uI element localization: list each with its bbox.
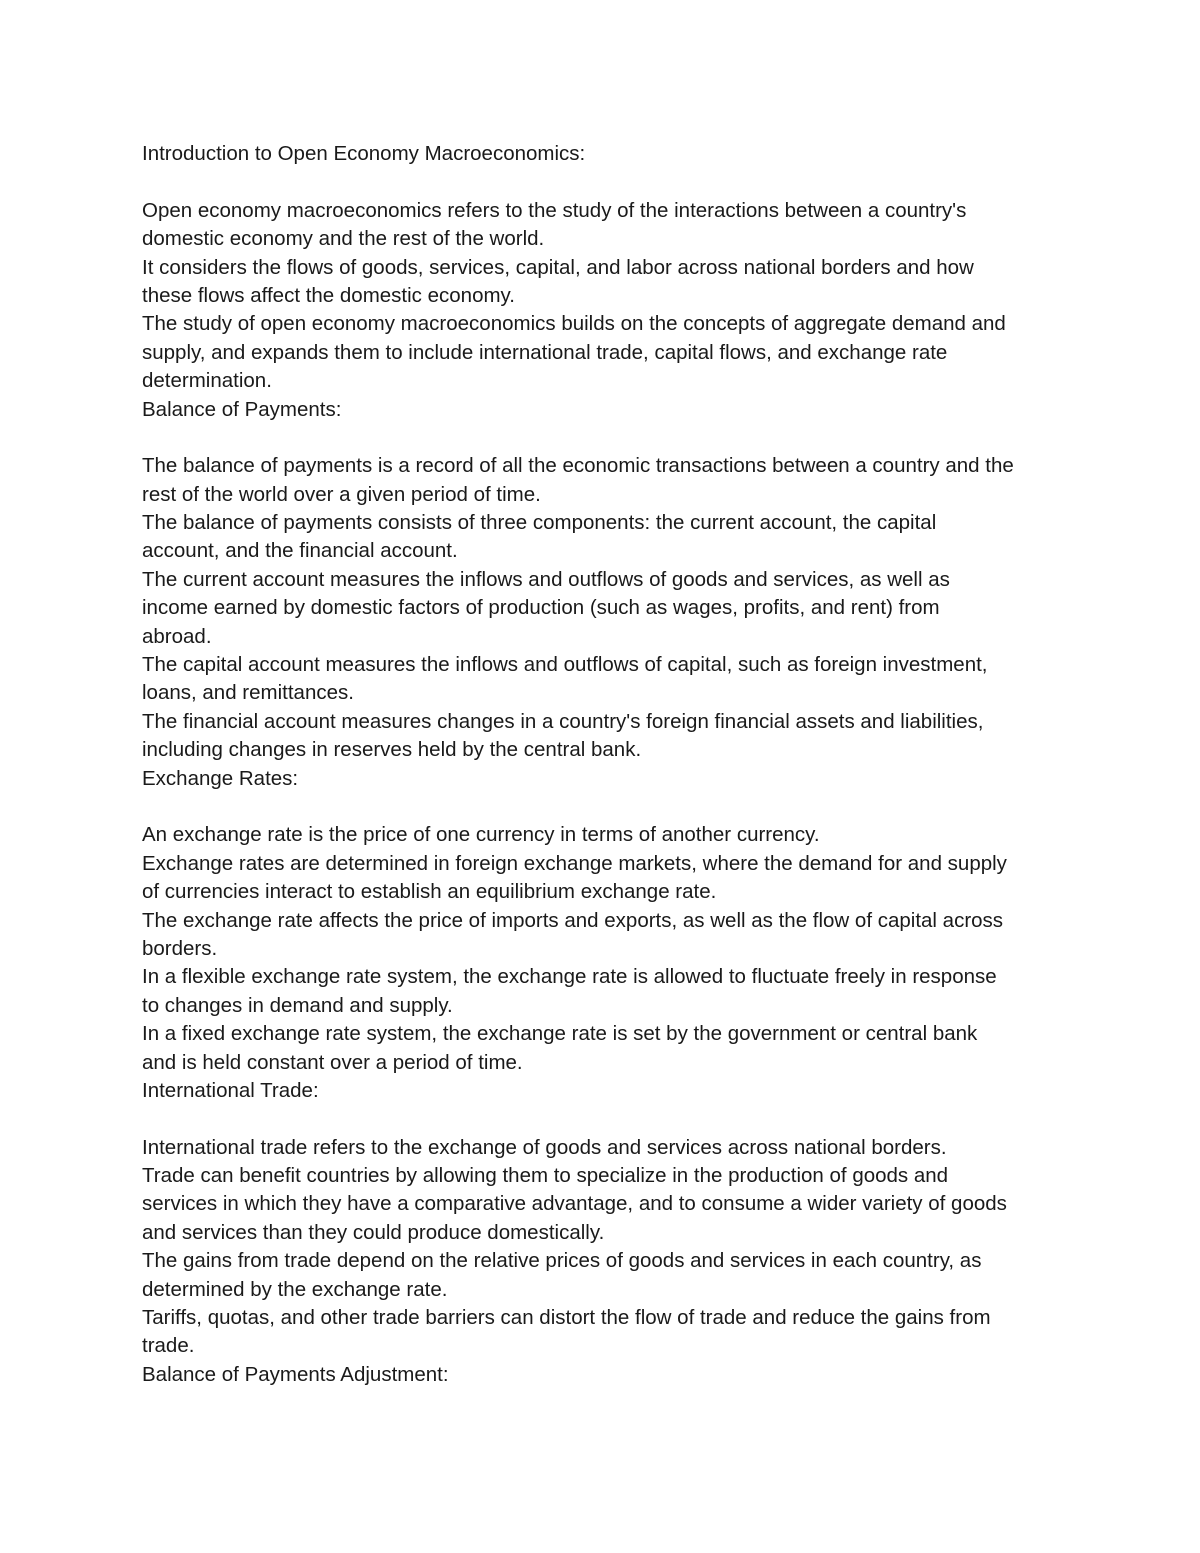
text-line: including changes in reserves held by the central bank. <box>142 738 642 762</box>
text-line: In a flexible exchange rate system, the exchange rate is allowed to fluctuate freely in response <box>142 965 997 989</box>
text-line: Exchange rates are determined in foreign exchange markets, where the demand for and supply <box>142 851 1007 875</box>
text-line: trade. <box>142 1334 195 1358</box>
heading-balance-of-payments: Balance of Payments: <box>142 397 342 421</box>
text-line: rest of the world over a given period of time. <box>142 482 541 506</box>
blank-line <box>142 1105 1072 1133</box>
heading-international-trade: International Trade: <box>142 1078 319 1102</box>
text-line: An exchange rate is the price of one currency in terms of another currency. <box>142 823 820 847</box>
text-line: of currencies interact to establish an equilibrium exchange rate. <box>142 880 717 904</box>
blank-line <box>142 793 1072 821</box>
text-line: loans, and remittances. <box>142 681 354 705</box>
text-line: supply, and expands them to include international trade, capital flows, and exchange rate <box>142 340 948 364</box>
text-line: and is held constant over a period of time. <box>142 1050 523 1074</box>
text-line: Trade can benefit countries by allowing them to specialize in the production of goods and <box>142 1164 949 1188</box>
text-line: determined by the exchange rate. <box>142 1277 448 1301</box>
text-line: The current account measures the inflows and outflows of goods and services, as well as <box>142 567 950 591</box>
blank-line <box>142 424 1072 452</box>
text-line: abroad. <box>142 624 212 648</box>
heading-intro: Introduction to Open Economy Macroeconomics: <box>142 142 586 165</box>
text-line: Open economy macroeconomics refers to the study of the interactions between a country's <box>142 198 967 222</box>
text-line: In a fixed exchange rate system, the exchange rate is set by the government or central bank <box>142 1022 978 1046</box>
text-line: The capital account measures the inflows and outflows of capital, such as foreign investment, <box>142 653 988 677</box>
heading-exchange-rates: Exchange Rates: <box>142 766 299 790</box>
text-line: account, and the financial account. <box>142 539 458 563</box>
text-line: The balance of payments consists of three components: the current account, the capital <box>142 511 937 535</box>
text-line: The financial account measures changes in a country's foreign financial assets and liabilities, <box>142 709 984 733</box>
heading-balance-of-payments-adjustment: Balance of Payments Adjustment: <box>142 1362 449 1386</box>
text-line: Tariffs, quotas, and other trade barriers can distort the flow of trade and reduce the gains from <box>142 1306 991 1330</box>
text-line: The balance of payments is a record of all the economic transactions between a country and the <box>142 454 1014 478</box>
text-line: determination. <box>142 369 272 393</box>
text-line: domestic economy and the rest of the world. <box>142 227 545 251</box>
document-body <box>142 140 1072 1389</box>
text-line: borders. <box>142 936 218 960</box>
text-line: these flows affect the domestic economy. <box>142 283 515 307</box>
text-line: It considers the flows of goods, services, capital, and labor across national borders and how <box>142 255 974 279</box>
text-line: income earned by domestic factors of production (such as wages, profits, and rent) from <box>142 596 940 620</box>
text-line: to changes in demand and supply. <box>142 993 453 1017</box>
text-line: The gains from trade depend on the relative prices of goods and services in each country, as <box>142 1249 982 1273</box>
text-line: and services than they could produce domestically. <box>142 1220 605 1244</box>
text-line: services in which they have a comparative advantage, and to consume a wider variety of goods <box>142 1192 1007 1216</box>
blank-line <box>142 168 1072 196</box>
text-line: International trade refers to the exchange of goods and services across national borders. <box>142 1135 947 1159</box>
text-line: The study of open economy macroeconomics builds on the concepts of aggregate demand and <box>142 312 1006 336</box>
text-line: The exchange rate affects the price of imports and exports, as well as the flow of capital across <box>142 908 1004 932</box>
